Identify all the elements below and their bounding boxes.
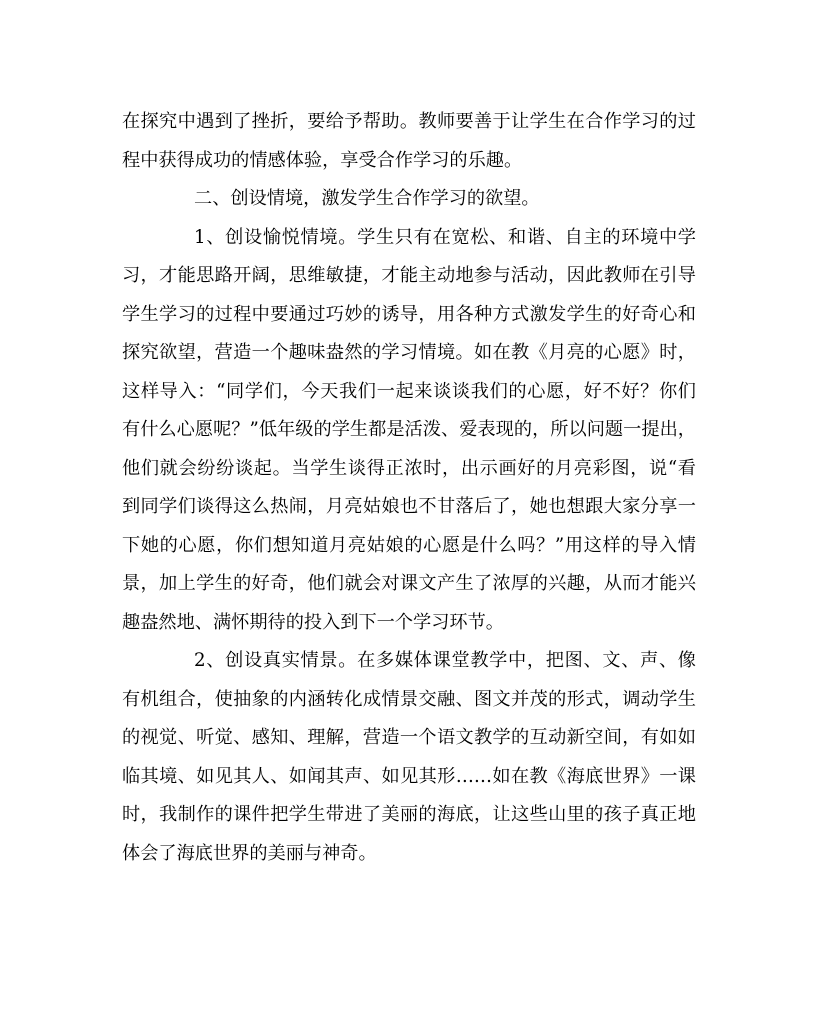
paragraph-line: 他们就会纷纷谈起。当学生谈得正浓时，出示画好的月亮彩图，说“看 [122, 457, 696, 479]
paragraph-line: 体会了海底世界的美丽与神奇。 [122, 842, 377, 864]
paragraph-line: 景，加上学生的好奇，他们就会对课文产生了浓厚的兴趣，从而才能兴 [122, 573, 696, 594]
paragraph-line: 到同学们谈得这么热闹，月亮姑娘也不甘落后了，她也想跟大家分享一 [122, 496, 696, 517]
paragraph-line: 的视觉、听觉、感知、理解，营造一个语文教学的互动新空间，有如如 [122, 727, 696, 748]
paragraph-line: 探究欲望，营造一个趣味盎然的学习情境。如在教《月亮的心愿》时， [122, 342, 696, 363]
paragraph-line: 下她的心愿，你们想知道月亮姑娘的心愿是什么吗？”用这样的导入情 [122, 534, 696, 556]
paragraph-line: 1、创设愉悦情境。学生只有在宽松、和谐、自主的环境中学 [194, 226, 696, 248]
paragraph-line: 有机组合，使抽象的内涵转化成情景交融、图文并茂的形式，调动学生 [122, 688, 696, 710]
paragraph-line: 这样导入：“同学们，今天我们一起来谈谈我们的心愿，好不好？你们 [122, 380, 696, 402]
paragraph-line: 时，我制作的课件把学生带进了美丽的海底，让这些山里的孩子真正地 [122, 804, 696, 825]
paragraph-line: 有什么心愿呢？”低年级的学生都是活泼、爱表现的，所以问题一提出， [122, 419, 696, 440]
paragraph-line: 临其境、如见其人、如闻其声、如见其形……如在教《海底世界》一课 [122, 765, 696, 787]
paragraph-line: 学生学习的过程中要通过巧妙的诱导，用各种方式激发学生的好奇心和 [122, 303, 696, 325]
paragraph-line: 在探究中遇到了挫折，要给予帮助。教师要善于让学生在合作学习的过 [122, 111, 696, 132]
section-heading: 二、创设情境，激发学生合作学习的欲望。 [194, 188, 540, 209]
paragraph-line: 2、创设真实情景。在多媒体课堂教学中，把图、文、声、像 [194, 650, 696, 671]
paragraph-line: 习，才能思路开阔，思维敏捷，才能主动地参与活动，因此教师在引导 [122, 265, 696, 286]
document-body [122, 103, 696, 873]
paragraph-line: 程中获得成功的情感体验，享受合作学习的乐趣。 [122, 149, 523, 171]
paragraph-line: 趣盎然地、满怀期待的投入到下一个学习环节。 [122, 611, 504, 633]
